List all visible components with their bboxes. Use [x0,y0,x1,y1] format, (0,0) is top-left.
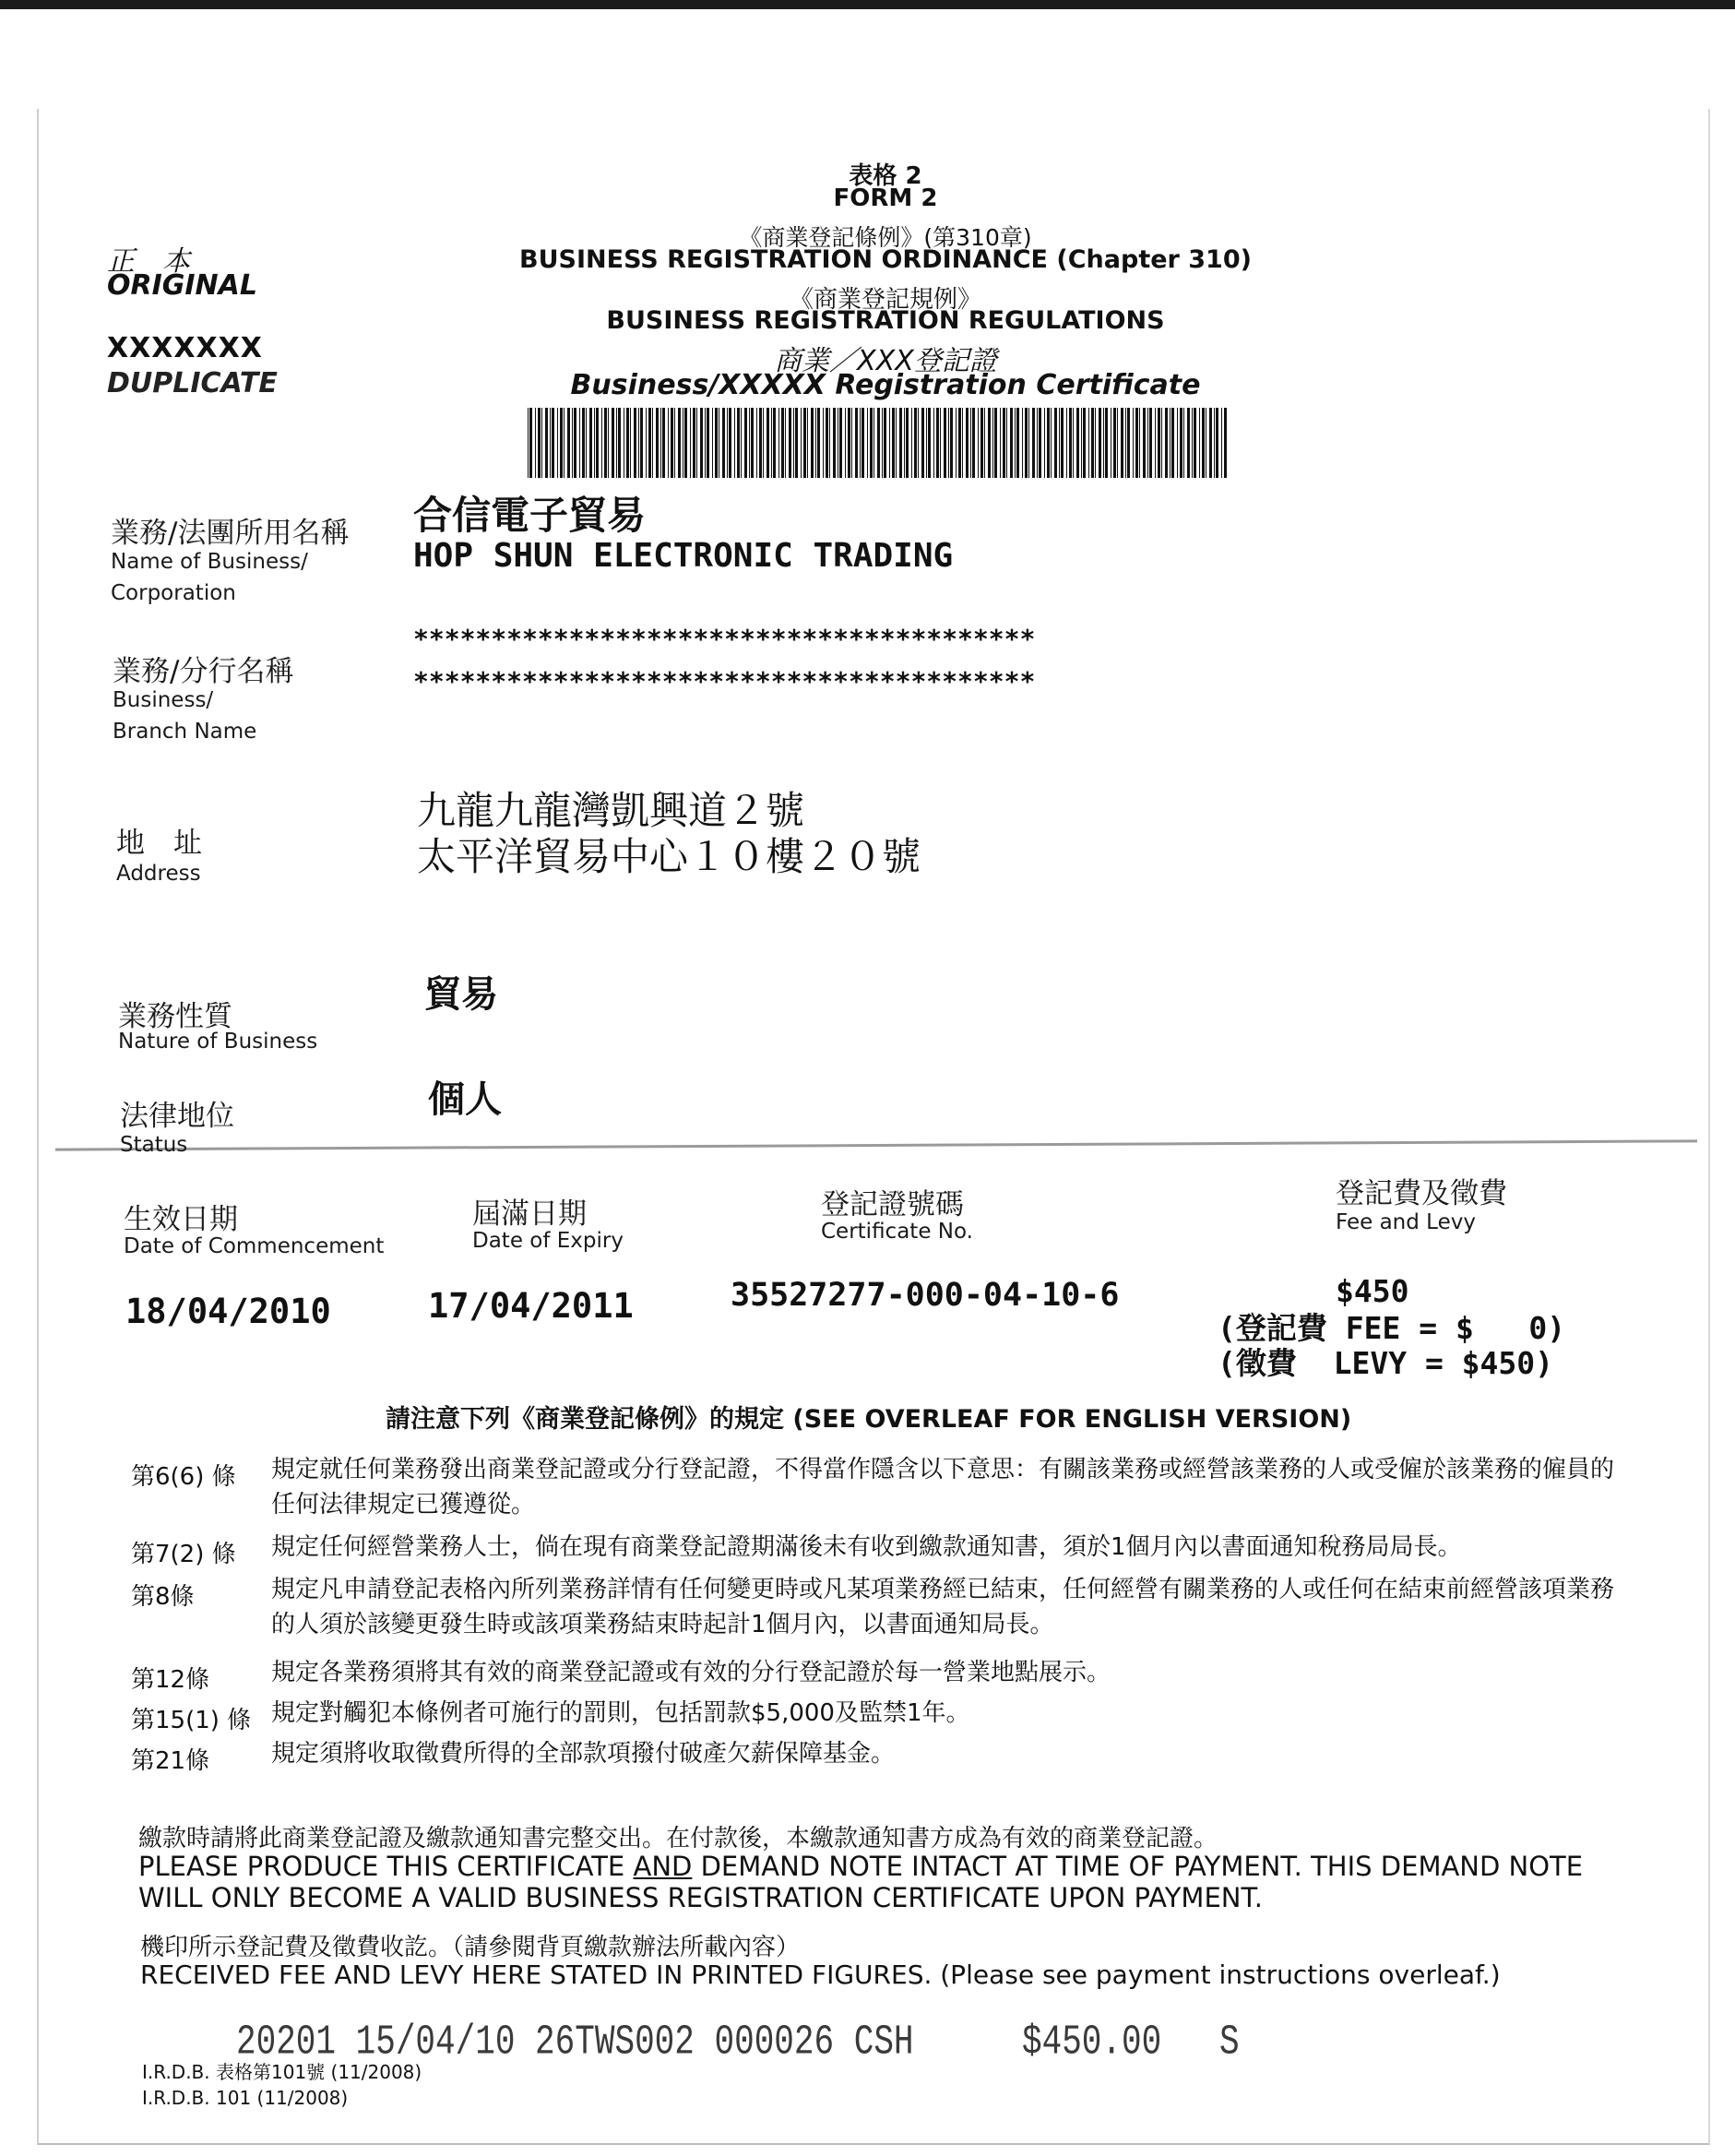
certificate-no-label-zh: 登記證號碼 [821,1188,964,1221]
branch-label-zh: 業務/分行名稱 [113,655,294,688]
business-name-zh: 合信電子貿易 [413,493,647,538]
address-line-1: 九龍九龍灣凱興道２號 [417,788,805,833]
payment-text-a: PLEASE PRODUCE THIS CERTIFICATE [138,1851,634,1882]
status-label-zh: 法律地位 [120,1100,234,1133]
original-label-zh: 正 本 [107,245,190,278]
form-reference-en: I.R.D.B. 101 (11/2008) [142,2087,349,2109]
payment-text-c: DEMAND NOTE INTACT AT TIME OF PAYMENT. THIS DEMAND NOTE [692,1851,1584,1882]
branch-label-en-2: Branch Name [113,720,257,744]
rule-section-number: 第7(2) 條 [131,1541,236,1568]
receipt-note-en: RECEIVED FEE AND LEVY HERE STATED IN PRINTED FIGURES. (Please see payment instructions overleaf.) [140,1959,1501,1990]
name-label-en-2: Corporation [111,581,236,605]
payment-code-stamp: S [1219,2019,1240,2067]
certificate-number: 35527277-000-04-10-6 [731,1277,1120,1314]
name-label-en-1: Name of Business/ [111,550,308,574]
certificate-title-zh: 商業／XXX登記證 [774,345,997,377]
payment-amount-stamp: $450.00 [1022,2019,1162,2067]
fee-label-en: Fee and Levy [1336,1210,1476,1234]
payment-text-and: AND [633,1851,693,1882]
fee-total: $450 [1336,1273,1409,1309]
payment-instruction-zh: 繳款時請將此商業登記證及繳款通知書完整交出。在付款後，本繳款通知書方成為有效的商業登記證。 [138,1825,1218,1852]
form-number-en: FORM 2 [833,185,938,212]
rule-text: 規定凡申請登記表格內所列業務詳情有任何變更時或凡某項業務經已結束，任何經營有關業務的人或任何在結束前經營該項業務的人須於該變更發生時或該項業務結束時起計1個月內，以書面通知局長。 [271,1576,1615,1638]
fee-label-zh: 登記費及徵費 [1336,1177,1507,1210]
regulations-title-en: BUSINESS REGISTRATION REGULATIONS [606,306,1165,335]
ordinance-title-en: BUSINESS REGISTRATION ORDINANCE (Chapter 310) [519,245,1252,274]
levy-line: (徵費 LEVY = $450) [1218,1345,1554,1381]
address-label-en: Address [116,862,201,886]
original-label-en: ORIGINAL [107,269,257,302]
barcode [528,408,1229,478]
notice-heading: 請注意下列《商業登記條例》的規定 (SEE OVERLEAF FOR ENGLISH VERSION) [386,1405,1352,1434]
address-line-2: 太平洋貿易中心１０樓２０號 [417,834,921,879]
business-name-en: HOP SHUN ELECTRONIC TRADING [413,537,954,575]
certificate-title-en: Business/XXXXX Registration Certificate [570,369,1201,401]
name-label-zh: 業務/法團所用名稱 [111,517,350,550]
branch-label-en-1: Business/ [113,688,214,712]
commencement-date: 18/04/2010 [125,1292,331,1331]
payment-machine-stamp: 20201 15/04/10 26TWS002 000026 CSH [236,2019,914,2067]
expiry-date: 17/04/2011 [428,1286,634,1326]
rule-section-number: 第15(1) 條 [131,1707,252,1734]
receipt-note-zh: 機印所示登記費及徵費收訖。（請參閱背頁繳款辦法所載內容） [140,1934,801,1961]
ordinance-title-zh: 《商業登記條例》(第310章) [739,224,1032,251]
registration-fee-line: (登記費 FEE = $ 0) [1218,1310,1566,1346]
rule-section-number: 第21條 [131,1747,210,1775]
rule-text: 規定各業務須將其有效的商業登記證或有效的分行登記證於每一營業地點展示。 [271,1659,1111,1686]
rule-text: 規定須將收取徵費所得的全部款項撥付破產欠薪保障基金。 [271,1740,896,1768]
rule-section-number: 第12條 [131,1666,210,1694]
status-label-en: Status [120,1133,188,1157]
branch-name-redacted-2: **************************************** [413,666,1036,697]
payment-instruction-en-2: WILL ONLY BECOME A VALID BUSINESS REGISTRATION CERTIFICATE UPON PAYMENT. [138,1882,1263,1913]
branch-name-redacted-1: **************************************** [413,624,1036,654]
rule-section-number: 第8條 [131,1583,195,1611]
expiry-label-zh: 屆滿日期 [472,1197,587,1231]
commencement-label-zh: 生效日期 [124,1203,238,1236]
regulations-title-zh: 《商業登記規例》 [789,286,981,314]
form-reference-zh: I.R.D.B. 表格第101號 (11/2008) [142,2061,422,2083]
certificate-no-label-en: Certificate No. [821,1220,973,1244]
rule-text: 規定任何經營業務人士，倘在現有商業登記證期滿後未有收到繳款通知書，須於1個月內以書面通知稅務局局長。 [271,1533,1462,1561]
commencement-label-en: Date of Commencement [124,1234,385,1258]
address-label-zh: 地 址 [116,827,202,860]
scan-top-edge [0,0,1735,9]
nature-of-business-value: 貿易 [424,973,498,1016]
rule-text: 規定對觸犯本條例者可施行的罰則，包括罰款$5,000及監禁1年。 [271,1699,970,1727]
duplicate-label: DUPLICATE [107,367,278,399]
nature-label-en: Nature of Business [118,1030,318,1054]
payment-instruction-en-1 [138,1851,1583,1882]
rule-section-number: 第6(6) 條 [131,1463,236,1491]
form-number-zh: 表格 2 [849,162,922,190]
nature-label-zh: 業務性質 [118,1000,232,1033]
legal-status-value: 個人 [428,1078,502,1121]
expiry-label-en: Date of Expiry [472,1229,624,1253]
duplicate-redacted: XXXXXXX [107,332,263,364]
rule-text: 規定就任何業務發出商業登記證或分行登記證，不得當作隱含以下意思：有關該業務或經營該業務的人或受僱於該業務的僱員的任何法律規定已獲遵從。 [271,1456,1615,1519]
